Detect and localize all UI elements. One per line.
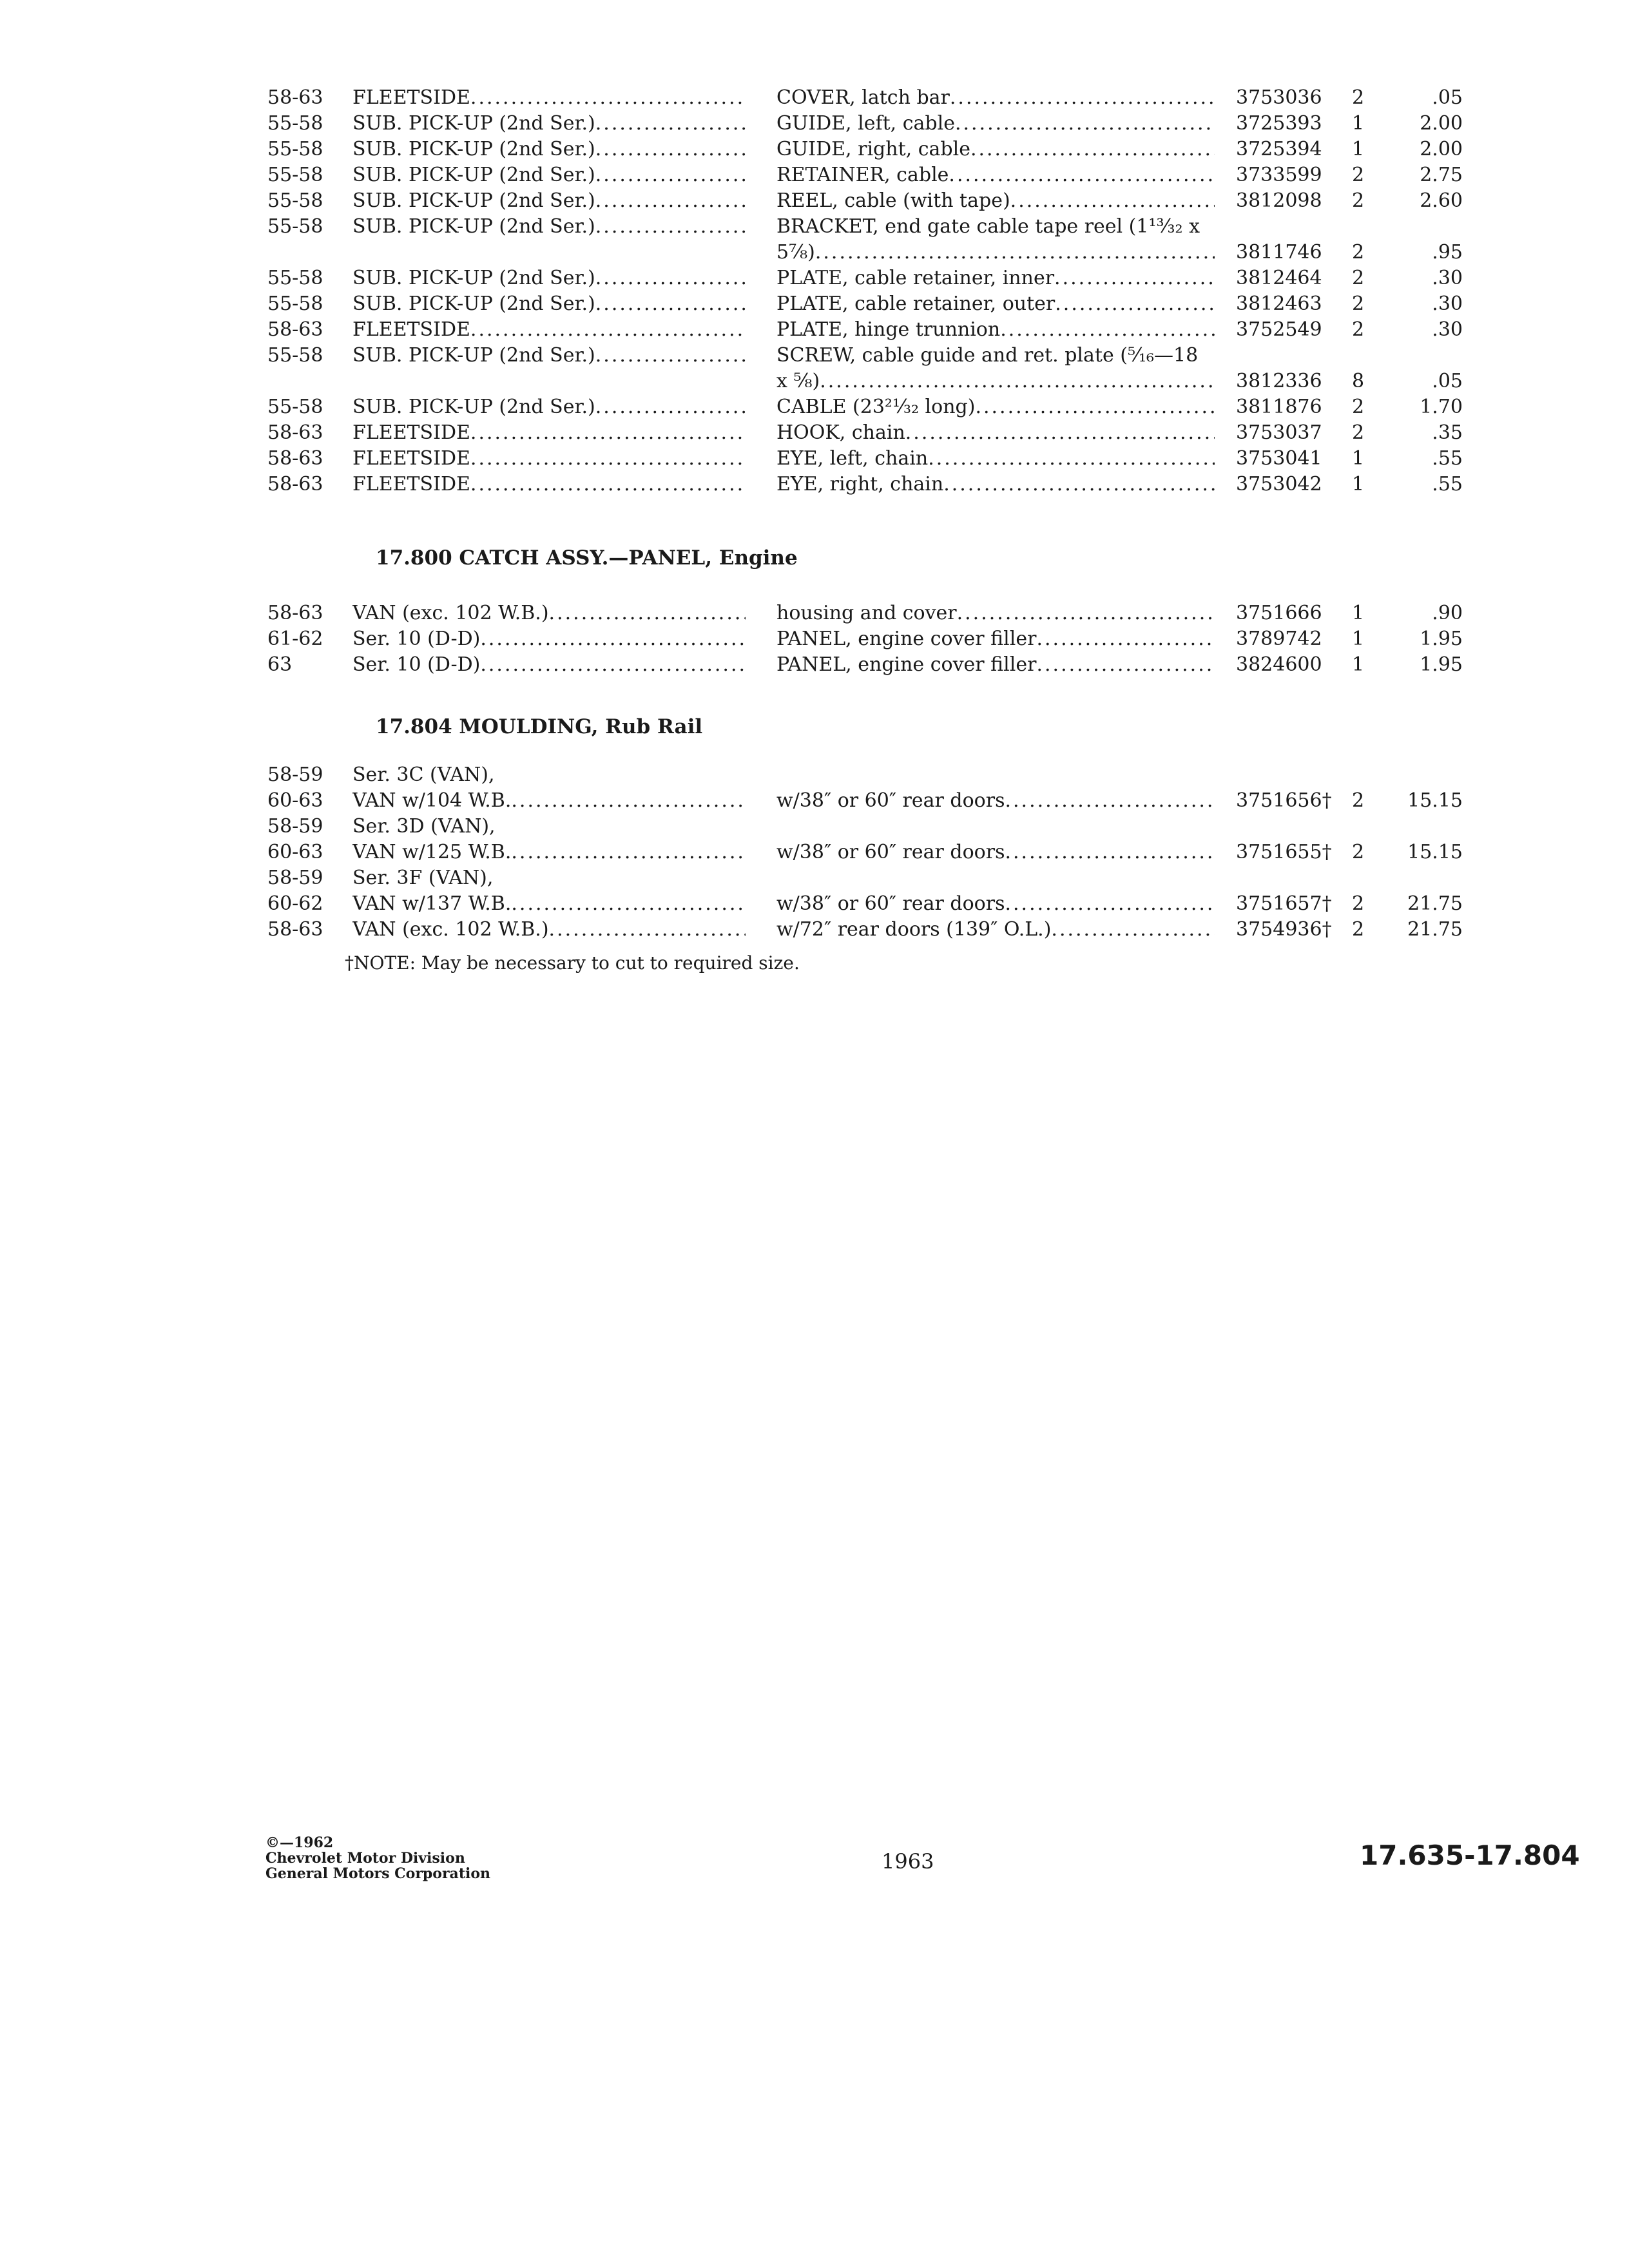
section-heading-catch-assy: 17.800 CATCH ASSY.—PANEL, Engine bbox=[376, 546, 798, 570]
part-description-text: housing and cover bbox=[776, 602, 957, 624]
parts-table-moulding bbox=[0, 762, 1629, 943]
quantity: 2 bbox=[1352, 86, 1365, 109]
quantity: 2 bbox=[1352, 421, 1365, 444]
part-number: 3725394 bbox=[1236, 138, 1322, 160]
model-name-text: FLEETSIDE bbox=[352, 473, 470, 495]
part-number: 3811746 bbox=[1236, 241, 1322, 264]
dot-leader bbox=[595, 291, 746, 317]
part-description bbox=[776, 265, 1215, 291]
table-row bbox=[0, 137, 1629, 162]
dot-leader bbox=[595, 343, 746, 369]
part-description-text: RETAINER, cable bbox=[776, 164, 949, 186]
table-row bbox=[0, 394, 1629, 420]
dot-leader bbox=[815, 240, 1215, 265]
quantity: 1 bbox=[1352, 473, 1365, 495]
quantity: 2 bbox=[1352, 396, 1365, 418]
model-name-text: SUB. PICK-UP (2nd Ser.) bbox=[352, 215, 595, 238]
part-number: 3753037 bbox=[1236, 421, 1322, 444]
model-name bbox=[352, 317, 746, 343]
model-name-text: FLEETSIDE bbox=[352, 447, 470, 470]
price: 1.70 bbox=[1420, 396, 1463, 418]
copyright-block bbox=[265, 1835, 490, 1881]
model-name-text: SUB. PICK-UP (2nd Ser.) bbox=[352, 138, 595, 160]
part-number: 3754936† bbox=[1236, 918, 1332, 941]
part-description bbox=[776, 420, 1215, 446]
price: .90 bbox=[1432, 602, 1463, 624]
quantity: 8 bbox=[1352, 370, 1365, 392]
price: .05 bbox=[1432, 370, 1463, 392]
part-description-text: PANEL, engine cover filler bbox=[776, 653, 1037, 676]
part-description-text: HOOK, chain bbox=[776, 421, 905, 444]
model-years: 58-63 bbox=[267, 318, 323, 341]
part-description bbox=[776, 240, 1215, 265]
model-years: 61-62 bbox=[267, 628, 323, 650]
table-row bbox=[0, 472, 1629, 497]
table-row bbox=[0, 162, 1629, 188]
dot-leader bbox=[943, 472, 1215, 497]
part-number: 3751657† bbox=[1236, 892, 1332, 915]
model-years: 63 bbox=[267, 653, 293, 676]
dot-leader bbox=[549, 601, 746, 626]
table-row bbox=[0, 291, 1629, 317]
model-years: 55-58 bbox=[267, 189, 323, 212]
price: 21.75 bbox=[1407, 892, 1463, 915]
dot-leader bbox=[1000, 317, 1215, 343]
division-line: Chevrolet Motor Division bbox=[265, 1850, 465, 1867]
part-description-text: EYE, right, chain bbox=[776, 473, 944, 495]
table-row bbox=[0, 446, 1629, 472]
parts-table-catch-assy bbox=[0, 601, 1629, 678]
part-description bbox=[776, 788, 1215, 814]
quantity: 2 bbox=[1352, 918, 1365, 941]
model-name-text: SUB. PICK-UP (2nd Ser.) bbox=[352, 293, 595, 315]
part-number: 3753036 bbox=[1236, 86, 1322, 109]
model-years: 58-63 bbox=[267, 473, 323, 495]
model-name bbox=[352, 601, 746, 626]
dot-leader bbox=[1036, 652, 1215, 678]
dot-leader bbox=[1036, 626, 1215, 652]
table-row bbox=[0, 865, 1629, 891]
model-name-text: VAN w/104 W.B. bbox=[352, 789, 512, 812]
model-years: 55-58 bbox=[267, 215, 323, 238]
model-name bbox=[352, 137, 746, 162]
dot-leader bbox=[595, 137, 746, 162]
table-row bbox=[0, 626, 1629, 652]
model-name-text: VAN w/125 W.B. bbox=[352, 841, 512, 863]
model-years: 60-63 bbox=[267, 789, 323, 812]
model-name: Ser. 3D (VAN), bbox=[352, 815, 496, 838]
part-number: 3751666 bbox=[1236, 602, 1322, 624]
part-description bbox=[776, 446, 1215, 472]
dot-leader bbox=[595, 394, 746, 420]
model-name-text: SUB. PICK-UP (2nd Ser.) bbox=[352, 164, 595, 186]
part-description bbox=[776, 162, 1215, 188]
part-description-text: PLATE, hinge trunnion bbox=[776, 318, 1001, 341]
dot-leader bbox=[928, 446, 1215, 472]
dot-leader bbox=[470, 472, 746, 497]
dot-leader bbox=[470, 85, 746, 111]
table-row bbox=[0, 762, 1629, 788]
quantity: 2 bbox=[1352, 241, 1365, 264]
section-heading-moulding: 17.804 MOULDING, Rub Rail bbox=[376, 715, 703, 738]
quantity: 1 bbox=[1352, 112, 1365, 135]
model-name-text: Ser. 10 (D-D) bbox=[352, 628, 481, 650]
model-years: 55-58 bbox=[267, 112, 323, 135]
model-years: 55-58 bbox=[267, 267, 323, 289]
model-name bbox=[352, 840, 746, 865]
table-row bbox=[0, 652, 1629, 678]
dot-leader bbox=[595, 162, 746, 188]
part-description-text: COVER, latch bar bbox=[776, 86, 950, 109]
model-name-text: FLEETSIDE bbox=[352, 318, 470, 341]
part-description-text: GUIDE, left, cable bbox=[776, 112, 955, 135]
part-description-text: 5⁷⁄₈) bbox=[776, 241, 815, 264]
dot-leader bbox=[1051, 917, 1215, 943]
dot-leader bbox=[1005, 840, 1215, 865]
quantity: 2 bbox=[1352, 189, 1365, 212]
model-years: 60-62 bbox=[267, 892, 323, 915]
model-name bbox=[352, 420, 746, 446]
model-years: 58-59 bbox=[267, 867, 323, 889]
price: 21.75 bbox=[1407, 918, 1463, 941]
dot-leader bbox=[955, 111, 1215, 137]
dot-leader bbox=[905, 420, 1215, 446]
catalog-year: 1963 bbox=[882, 1849, 934, 1874]
price: 15.15 bbox=[1407, 841, 1463, 863]
page-range: 17.635-17.804 bbox=[1360, 1840, 1580, 1871]
model-name-text: VAN (exc. 102 W.B.) bbox=[352, 918, 549, 941]
dot-leader bbox=[595, 188, 746, 214]
part-description bbox=[776, 840, 1215, 865]
model-name-text: Ser. 10 (D-D) bbox=[352, 653, 481, 676]
part-description-text: w/72″ rear doors (139″ O.L.) bbox=[776, 918, 1052, 941]
table-row bbox=[0, 85, 1629, 111]
price: 2.60 bbox=[1420, 189, 1463, 212]
part-description bbox=[776, 472, 1215, 497]
price: .30 bbox=[1432, 293, 1463, 315]
dot-leader bbox=[511, 840, 746, 865]
quantity: 1 bbox=[1352, 628, 1365, 650]
dot-leader bbox=[470, 420, 746, 446]
quantity: 2 bbox=[1352, 892, 1365, 915]
part-description-text: w/38″ or 60″ rear doors bbox=[776, 789, 1005, 812]
price: 15.15 bbox=[1407, 789, 1463, 812]
part-description bbox=[776, 291, 1215, 317]
model-years: 55-58 bbox=[267, 396, 323, 418]
model-name bbox=[352, 394, 746, 420]
part-description bbox=[776, 317, 1215, 343]
price: .55 bbox=[1432, 473, 1463, 495]
price: 2.00 bbox=[1420, 112, 1463, 135]
quantity: 1 bbox=[1352, 447, 1365, 470]
quantity: 1 bbox=[1352, 602, 1365, 624]
table-row bbox=[0, 188, 1629, 214]
corporation-line: General Motors Corporation bbox=[265, 1865, 491, 1882]
price: 2.75 bbox=[1420, 164, 1463, 186]
price: 1.95 bbox=[1420, 653, 1463, 676]
dot-leader bbox=[1055, 291, 1215, 317]
model-name-text: SUB. PICK-UP (2nd Ser.) bbox=[352, 344, 595, 367]
part-number: 3812098 bbox=[1236, 189, 1322, 212]
part-number: 3789742 bbox=[1236, 628, 1322, 650]
model-years: 55-58 bbox=[267, 164, 323, 186]
model-years: 55-58 bbox=[267, 344, 323, 367]
model-years: 58-63 bbox=[267, 447, 323, 470]
table-row bbox=[0, 265, 1629, 291]
part-description-text: w/38″ or 60″ rear doors bbox=[776, 841, 1005, 863]
price: .30 bbox=[1432, 318, 1463, 341]
model-years: 58-63 bbox=[267, 86, 323, 109]
part-description bbox=[776, 369, 1215, 394]
part-description: SCREW, cable guide and ret. plate (⁵⁄₁₆—18 bbox=[776, 344, 1199, 367]
model-name bbox=[352, 652, 746, 678]
model-name-text: VAN w/137 W.B. bbox=[352, 892, 512, 915]
model-name: Ser. 3F (VAN), bbox=[352, 867, 494, 889]
part-description: BRACKET, end gate cable tape reel (1¹³⁄₃₂ x bbox=[776, 215, 1200, 238]
dot-leader bbox=[957, 601, 1215, 626]
part-description bbox=[776, 394, 1215, 420]
part-description bbox=[776, 652, 1215, 678]
model-name bbox=[352, 788, 746, 814]
dot-leader bbox=[1005, 891, 1215, 917]
part-description-text: PLATE, cable retainer, inner bbox=[776, 267, 1055, 289]
part-number: 3725393 bbox=[1236, 112, 1322, 135]
dot-leader bbox=[975, 394, 1215, 420]
model-name bbox=[352, 162, 746, 188]
dot-leader bbox=[1005, 788, 1215, 814]
dot-leader bbox=[549, 917, 746, 943]
part-number: 3812336 bbox=[1236, 370, 1322, 392]
part-number: 3752549 bbox=[1236, 318, 1322, 341]
quantity: 2 bbox=[1352, 841, 1365, 863]
table-row bbox=[0, 814, 1629, 840]
table-row bbox=[0, 343, 1629, 369]
model-name bbox=[352, 472, 746, 497]
dot-leader bbox=[595, 265, 746, 291]
dot-leader bbox=[470, 446, 746, 472]
price: .95 bbox=[1432, 241, 1463, 264]
dot-leader bbox=[511, 891, 746, 917]
model-years: 55-58 bbox=[267, 293, 323, 315]
dot-leader bbox=[480, 626, 746, 652]
part-description bbox=[776, 188, 1215, 214]
part-number: 3812464 bbox=[1236, 267, 1322, 289]
part-number: 3812463 bbox=[1236, 293, 1322, 315]
model-name bbox=[352, 291, 746, 317]
model-name-text: VAN (exc. 102 W.B.) bbox=[352, 602, 549, 624]
dot-leader bbox=[1054, 265, 1215, 291]
model-name-text: SUB. PICK-UP (2nd Ser.) bbox=[352, 267, 595, 289]
copyright-line: ©—1962 bbox=[265, 1834, 334, 1851]
table-row bbox=[0, 788, 1629, 814]
price: 1.95 bbox=[1420, 628, 1463, 650]
model-name-text: FLEETSIDE bbox=[352, 421, 470, 444]
model-name-text: SUB. PICK-UP (2nd Ser.) bbox=[352, 112, 595, 135]
price: .30 bbox=[1432, 267, 1463, 289]
table-row bbox=[0, 917, 1629, 943]
part-number: 3811876 bbox=[1236, 396, 1322, 418]
dot-leader bbox=[1010, 188, 1215, 214]
part-description-text: GUIDE, right, cable bbox=[776, 138, 970, 160]
model-name bbox=[352, 111, 746, 137]
table-row bbox=[0, 420, 1629, 446]
part-description bbox=[776, 917, 1215, 943]
part-description-text: PANEL, engine cover filler bbox=[776, 628, 1037, 650]
model-years: 58-63 bbox=[267, 918, 323, 941]
part-description bbox=[776, 891, 1215, 917]
part-description-text: x ⁵⁄₈) bbox=[776, 370, 820, 392]
dot-leader bbox=[511, 788, 746, 814]
part-number: 3733599 bbox=[1236, 164, 1322, 186]
model-name-text: SUB. PICK-UP (2nd Ser.) bbox=[352, 189, 595, 212]
quantity: 1 bbox=[1352, 653, 1365, 676]
price: .35 bbox=[1432, 421, 1463, 444]
part-description-text: w/38″ or 60″ rear doors bbox=[776, 892, 1005, 915]
model-years: 60-63 bbox=[267, 841, 323, 863]
part-number: 3751655† bbox=[1236, 841, 1332, 863]
table-row bbox=[0, 317, 1629, 343]
quantity: 2 bbox=[1352, 318, 1365, 341]
part-number: 3751656† bbox=[1236, 789, 1332, 812]
model-name bbox=[352, 446, 746, 472]
dot-leader bbox=[470, 317, 746, 343]
dot-leader bbox=[595, 111, 746, 137]
table-row bbox=[0, 369, 1629, 394]
price: 2.00 bbox=[1420, 138, 1463, 160]
table-row bbox=[0, 111, 1629, 137]
model-name-text: SUB. PICK-UP (2nd Ser.) bbox=[352, 396, 595, 418]
model-name bbox=[352, 265, 746, 291]
model-years: 58-63 bbox=[267, 602, 323, 624]
price: .05 bbox=[1432, 86, 1463, 109]
table-row bbox=[0, 214, 1629, 240]
dot-leader bbox=[950, 85, 1215, 111]
model-years: 58-59 bbox=[267, 815, 323, 838]
part-description bbox=[776, 137, 1215, 162]
table-row bbox=[0, 601, 1629, 626]
footnote: †NOTE: May be necessary to cut to required size. bbox=[345, 952, 800, 974]
part-number: 3824600 bbox=[1236, 653, 1322, 676]
dot-leader bbox=[595, 214, 746, 240]
table-row bbox=[0, 891, 1629, 917]
quantity: 2 bbox=[1352, 164, 1365, 186]
part-description-text: PLATE, cable retainer, outer bbox=[776, 293, 1055, 315]
part-number: 3753042 bbox=[1236, 473, 1322, 495]
part-number: 3753041 bbox=[1236, 447, 1322, 470]
quantity: 1 bbox=[1352, 138, 1365, 160]
quantity: 2 bbox=[1352, 789, 1365, 812]
parts-table-continued bbox=[0, 85, 1629, 497]
dot-leader bbox=[820, 369, 1215, 394]
part-description bbox=[776, 111, 1215, 137]
dot-leader bbox=[949, 162, 1215, 188]
part-description bbox=[776, 601, 1215, 626]
model-name bbox=[352, 626, 746, 652]
dot-leader bbox=[480, 652, 746, 678]
model-name bbox=[352, 188, 746, 214]
model-name bbox=[352, 917, 746, 943]
table-row bbox=[0, 240, 1629, 265]
model-name bbox=[352, 214, 746, 240]
model-name: Ser. 3C (VAN), bbox=[352, 764, 495, 786]
model-name bbox=[352, 85, 746, 111]
dot-leader bbox=[970, 137, 1215, 162]
model-years: 58-59 bbox=[267, 764, 323, 786]
quantity: 2 bbox=[1352, 267, 1365, 289]
model-name-text: FLEETSIDE bbox=[352, 86, 470, 109]
model-name bbox=[352, 343, 746, 369]
part-description-text: REEL, cable (with tape) bbox=[776, 189, 1010, 212]
part-description bbox=[776, 85, 1215, 111]
model-years: 58-63 bbox=[267, 421, 323, 444]
table-row bbox=[0, 840, 1629, 865]
price: .55 bbox=[1432, 447, 1463, 470]
model-years: 55-58 bbox=[267, 138, 323, 160]
part-description-text: CABLE (23²¹⁄₃₂ long) bbox=[776, 396, 976, 418]
quantity: 2 bbox=[1352, 293, 1365, 315]
model-name bbox=[352, 891, 746, 917]
part-description bbox=[776, 626, 1215, 652]
part-description-text: EYE, left, chain bbox=[776, 447, 929, 470]
